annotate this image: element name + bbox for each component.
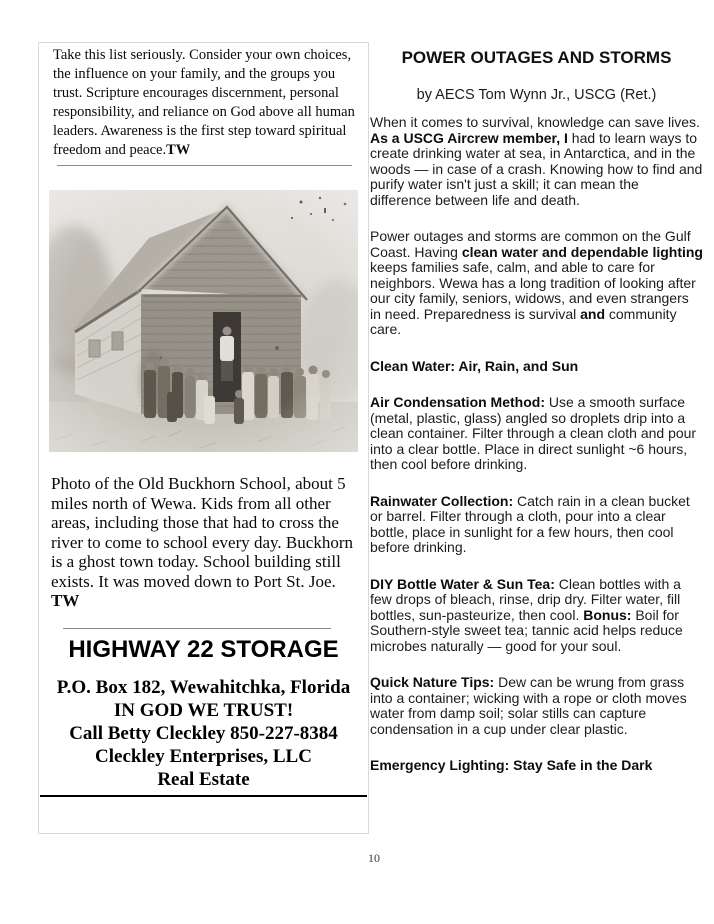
ad-title: HIGHWAY 22 STORAGE	[68, 635, 339, 663]
advertisement-highway-22-storage	[49, 637, 358, 791]
article-paragraph: Quick Nature Tips: Dew can be wrung from grass into a container; wicking with a rope or cloth moves water from damp soil; solar stills can capture condensation in a cup under clear plastic.	[370, 674, 687, 737]
left-column	[38, 42, 369, 834]
article-section-heading: Emergency Lighting: Stay Safe in the Dark	[370, 757, 653, 773]
article-title: POWER OUTAGES AND STORMS	[401, 48, 672, 67]
divider-line	[57, 165, 352, 166]
article-column	[370, 42, 703, 774]
ad-phone-line: Call Betty Cleckley 850-227-8384	[69, 722, 338, 744]
article-paragraph: When it comes to survival, knowledge can save lives. As a USCG Aircrew member, I had to learn ways to create drinking water at sea, in Antarctica, and in the woods — in case of a crash. Knowing how to find and purify water isn't just a skill; it can mean the difference between life and death.	[370, 114, 703, 208]
article-paragraph: DIY Bottle Water & Sun Tea: Clean bottles with a few drops of bleach, rinse, drip dry. Filter water, fill bottles, sun-pasteurize, then cool. Bonus: Boil for Southern-style sweet tea; tannic acid helps reduce microbes naturally — good for your soul.	[370, 575, 683, 654]
intro-paragraph: Take this list seriously. Consider your own choices, the influence on your family, and the groups you trust. Scripture encourages discernment, personal responsibility, and reliance on God above all human leaders. Awareness is the first step toward spiritual freedom and peace.TW	[53, 47, 355, 158]
article-paragraph: Air Condensation Method: Use a smooth surface (metal, plastic, glass) angled so droplets drip into a clean container. Filter through a clean cloth and pour into a clear bottle. Place in direct sunlight ~6 hours, then cool before drinking.	[370, 394, 697, 472]
divider-line	[63, 628, 331, 629]
ad-company-line: Cleckley Enterprises, LLC	[95, 745, 312, 767]
article-section-heading: Clean Water: Air, Rain, and Sun	[370, 357, 579, 374]
photo-caption: Photo of the Old Buckhorn School, about 5 miles north of Wewa. Kids from all other areas, including those that had to cross the river to come to school every day. Buckhorn is a ghost town today. School building still exists. It was moved down to Port St. Joe. TW	[51, 474, 353, 610]
article-byline: by AECS Tom Wynn Jr., USCG (Ret.)	[416, 87, 657, 103]
old-buckhorn-school-photo	[49, 190, 358, 452]
ad-realestate-line: Real Estate	[157, 768, 250, 790]
ad-motto-line: IN GOD WE TRUST!	[113, 699, 294, 721]
divider-line-bold	[40, 795, 367, 797]
ad-address-line: P.O. Box 182, Wewahitchka, Florida	[56, 676, 351, 698]
article-paragraph: Rainwater Collection: Catch rain in a clean bucket or barrel. Filter through a cloth, pour into a clear bottle, place in sunlight for a few hours, then cool before drinking.	[370, 492, 690, 555]
page-number: 10	[368, 851, 380, 865]
article-paragraph: Power outages and storms are common on the Gulf Coast. Having clean water and dependable lighting keeps families safe, calm, and able to care for neighbors. Wewa has a long tradition of looking after our city family, seniors, widows, and even strangers in need. Preparedness is survival and community care.	[370, 228, 703, 337]
